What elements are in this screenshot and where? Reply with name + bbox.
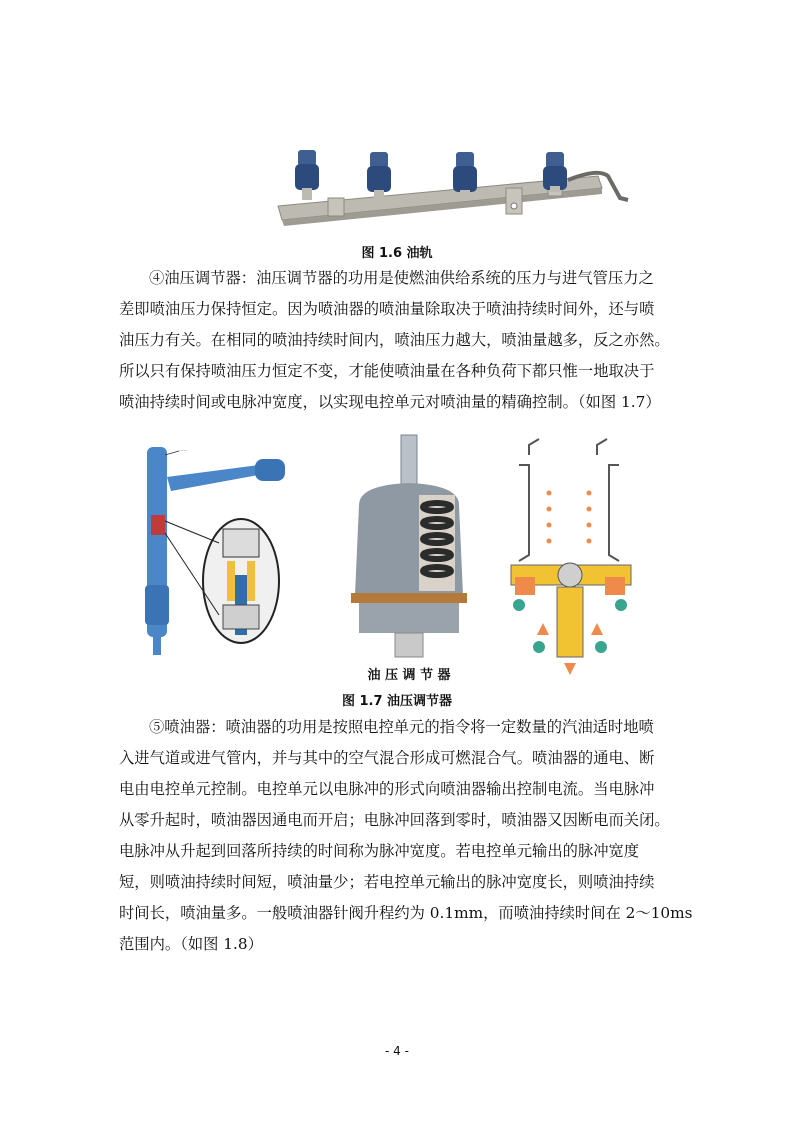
paragraph-line: ④油压调节器：油压调节器的功用是使燃油供给系统的压力与进气管压力之 [149, 269, 654, 287]
paragraph-line: 范围内。（如图 1.8） [119, 935, 263, 953]
paragraph-line: 入进气道或进气管内，并与其中的空气混合形成可燃混合气。喷油器的通电、断 [119, 749, 655, 767]
paragraph-line: 所以只有保持喷油压力恒定不变，才能使喷油量在各种负荷下都只惟一地取决于 [119, 362, 655, 380]
paragraph-line: 油压力有关。在相同的喷油持续时间内，喷油压力越大，喷油量越多，反之亦然。 [119, 331, 670, 349]
paragraph-line: 电由电控单元控制。电控单元以电脉冲的形式向喷油器输出控制电流。当电脉冲 [119, 780, 655, 798]
paragraph-line: 差即喷油压力保持恒定。因为喷油器的喷油量除取决于喷油持续时间外，还与喷 [119, 300, 655, 318]
paragraph-line: 从零升起时，喷油器因通电而开启；电脉冲回落到零时，喷油器又因断电而关闭。 [119, 811, 670, 829]
page-number: - 4 - [385, 1044, 409, 1058]
oil-pressure-regulator-figure [119, 425, 675, 685]
paragraph-injector [119, 712, 693, 960]
figure-caption-1-7: 图 1.7 油压调节器 [341, 694, 453, 709]
figure-image-label: 油 压 调 节 器 [367, 668, 451, 683]
figure-caption-1-6: 图 1.6 油轨 [361, 246, 433, 261]
paragraph-line: 短，则喷油持续时间短，喷油量少；若电控单元输出的脉冲宽度长，则喷油持续 [119, 873, 655, 891]
paragraph-oil-pressure-regulator [119, 263, 679, 418]
fuel-rail-photo [268, 128, 646, 240]
injector-cutaway-diagram [119, 425, 314, 685]
injector-3 [453, 152, 477, 196]
regulator-schematic-diagram [494, 425, 675, 685]
svg-text:·····: ····· [179, 448, 187, 454]
paragraph-line: 时间长，喷油量多。一般喷油器针阀升程约为 0.1mm，而喷油持续时间在 2～10ms [119, 904, 693, 922]
paragraph-line: 电脉冲从升起到回落所持续的时间称为脉冲宽度。若电控单元输出的脉冲宽度 [119, 842, 640, 860]
regulator-cutaway-photo [314, 425, 494, 685]
injector-2 [367, 152, 391, 198]
injector-4 [543, 152, 567, 192]
paragraph-line: ⑤喷油器：喷油器的功用是按照电控单元的指令将一定数量的汽油适时地喷 [149, 718, 654, 736]
paragraph-line: 喷油持续时间或电脉冲宽度，以实现电控单元对喷油量的精确控制。（如图 1.7） [119, 393, 661, 411]
